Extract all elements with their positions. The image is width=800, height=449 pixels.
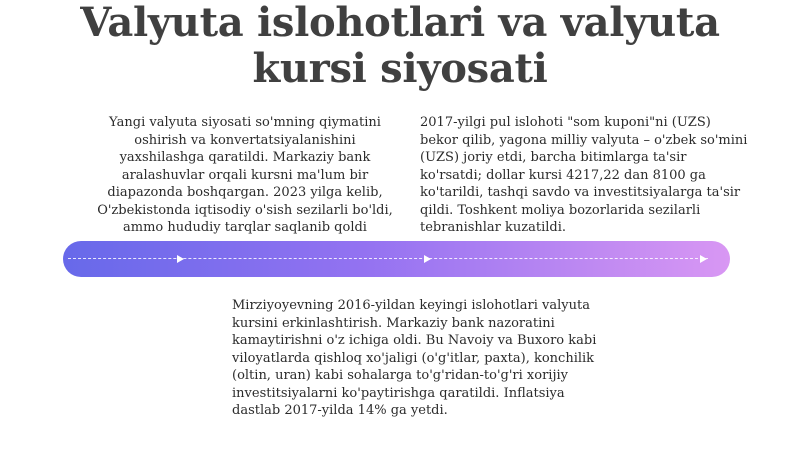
text-block-bottom: Mirziyoyevning 2016-yildan keyingi islohotlari valyuta kursini erkinlashtirish. Markaziy bank nazoratini kamaytirishni o'z ichiga oldi. Bu Navoiy va Buxoro kabi viloyatlarda qishloq xo'jaligi (o'g'itlar, paxta), konchilik (oltin, uran) kabi sohalarga to'g'ridan-to'g'ri xorijiy investitsiyalarni ko'paytirishga qaratildi. Inflatsiya dastlab 2017-yilda 14% ga yetdi.	[232, 298, 597, 418]
timeline-arrow-icon	[424, 255, 431, 263]
text-block-right: 2017-yilgi pul islohoti "som kuponi"ni (UZS) bekor qilib, yagona milliy valyuta – o'zbek so'mini (UZS) joriy etdi, barcha bitimlarga ta'sir ko'rsatdi; dollar kursi 4217,22 dan 8100 ga ko'tarildi, tashqi savdo va investitsiyalarga ta'sir qildi. Toshkent moliya bozorlarida sezilarli tebranishlar kuzatildi.	[420, 115, 748, 235]
timeline-arrow-icon	[177, 255, 184, 263]
slide-title-line-1: Valyuta islohotlari va valyuta	[80, 0, 720, 46]
timeline-dashed-line	[68, 258, 708, 261]
slide-title	[0, 0, 800, 92]
text-block-left: Yangi valyuta siyosati so'mning qiymatini oshirish va konvertatsiyalanishini yaxshilashga qaratildi. Markaziy bank aralashuvlar orqali kursni ma'lum bir diapazonda boshqargan. 2023 yilga kelib, O'zbekistonda iqtisodiy o'sish sezilarli bo'ldi, ammo hududiy tarqlar saqlanib qoldi	[97, 115, 393, 235]
timeline-arrow-icon	[700, 255, 707, 263]
slide-title-line-2: kursi siyosati	[252, 45, 548, 92]
